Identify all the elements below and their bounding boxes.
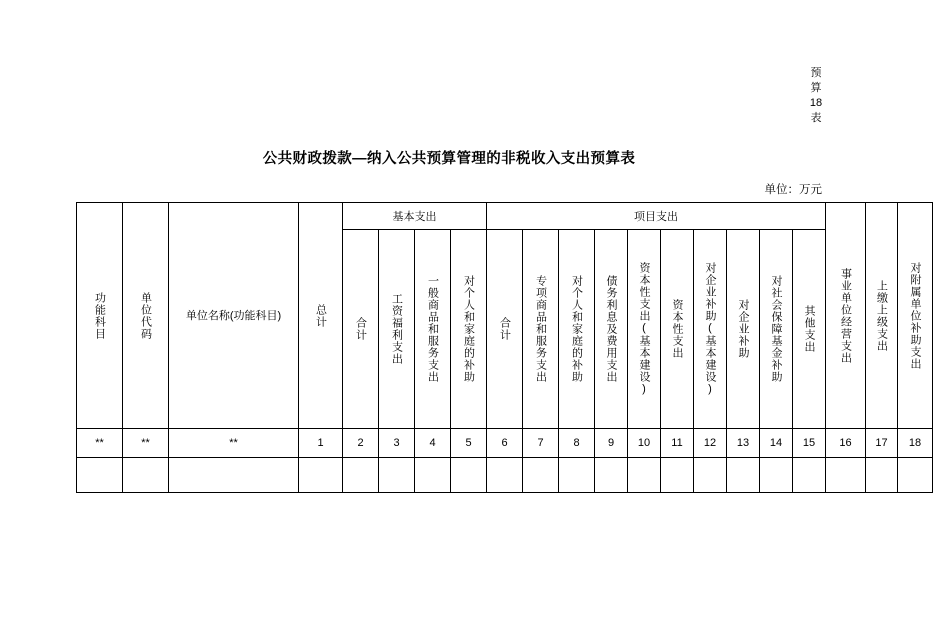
header-group-basic-expenditure: 基本支出 — [343, 203, 487, 230]
cell-blank-18 — [826, 458, 866, 493]
header-cell-enterprise-subsidy: 对企业补助 — [727, 230, 760, 429]
cell-number-13: 11 — [661, 429, 694, 458]
header-cell-capital-expenditure: 资本性支出 — [661, 230, 694, 429]
cell-blank-8 — [487, 458, 523, 493]
cell-blank-16 — [760, 458, 793, 493]
corner-label-char-0: 预 — [810, 67, 822, 79]
cell-number-1: ** — [123, 429, 169, 458]
cell-number-11: 9 — [595, 429, 628, 458]
header-cell-institution-operating: 事业单位经营支出 — [826, 203, 866, 429]
cell-blank-9 — [523, 458, 559, 493]
cell-number-14: 12 — [694, 429, 727, 458]
cell-blank-19 — [866, 458, 898, 493]
header-cell-basic-subtotal: 合计 — [343, 230, 379, 429]
cell-blank-13 — [661, 458, 694, 493]
cell-blank-6 — [415, 458, 451, 493]
table-group-header-row — [77, 203, 933, 230]
header-cell-project-individual-family-subsidy: 对个人和家庭的补助 — [559, 230, 595, 429]
header-cell-capital-expenditure-construction: 资本性支出(基本建设) — [628, 230, 661, 429]
cell-blank-5 — [379, 458, 415, 493]
header-cell-general-goods-services: 一般商品和服务支出 — [415, 230, 451, 429]
header-cell-unit-code: 单位代码 — [123, 203, 169, 429]
cell-blank-15 — [727, 458, 760, 493]
cell-blank-11 — [595, 458, 628, 493]
cell-blank-14 — [694, 458, 727, 493]
header-cell-function-subject: 功能科目 — [77, 203, 123, 429]
cell-number-2: ** — [169, 429, 299, 458]
cell-number-6: 4 — [415, 429, 451, 458]
cell-blank-4 — [343, 458, 379, 493]
header-group-project-expenditure: 项目支出 — [487, 203, 826, 230]
corner-label — [808, 66, 824, 126]
cell-blank-7 — [451, 458, 487, 493]
cell-blank-0 — [77, 458, 123, 493]
cell-number-3: 1 — [299, 429, 343, 458]
cell-number-20: 18 — [898, 429, 933, 458]
cell-blank-12 — [628, 458, 661, 493]
header-cell-enterprise-subsidy-construction: 对企业补助(基本建设) — [694, 230, 727, 429]
cell-number-9: 7 — [523, 429, 559, 458]
cell-blank-17 — [793, 458, 826, 493]
cell-number-8: 6 — [487, 429, 523, 458]
header-cell-social-security-fund-subsidy: 对社会保障基金补助 — [760, 230, 793, 429]
header-cell-project-subtotal: 合计 — [487, 230, 523, 429]
cell-number-15: 13 — [727, 429, 760, 458]
header-cell-basic-individual-family-subsidy: 对个人和家庭的补助 — [451, 230, 487, 429]
corner-label-char-2: 18 — [809, 97, 823, 109]
table-row — [77, 429, 933, 458]
corner-label-char-3: 表 — [810, 112, 822, 124]
cell-number-12: 10 — [628, 429, 661, 458]
header-cell-total: 总计 — [299, 203, 343, 429]
header-cell-special-goods-services: 专项商品和服务支出 — [523, 230, 559, 429]
table-row — [77, 458, 933, 493]
header-cell-debt-interest-fees: 债务利息及费用支出 — [595, 230, 628, 429]
cell-number-17: 15 — [793, 429, 826, 458]
header-cell-remit-superior: 上缴上级支出 — [866, 203, 898, 429]
cell-number-0: ** — [77, 429, 123, 458]
cell-blank-20 — [898, 458, 933, 493]
header-cell-subordinate-subsidy: 对附属单位补助支出 — [898, 203, 933, 429]
budget-table — [76, 202, 933, 493]
cell-blank-3 — [299, 458, 343, 493]
cell-number-4: 2 — [343, 429, 379, 458]
cell-number-19: 17 — [866, 429, 898, 458]
cell-blank-2 — [169, 458, 299, 493]
cell-number-16: 14 — [760, 429, 793, 458]
page-title: 公共财政拨款—纳入公共预算管理的非税收入支出预算表 — [262, 151, 636, 167]
header-cell-unit-name: 单位名称(功能科目) — [169, 203, 299, 429]
corner-label-char-1: 算 — [810, 82, 822, 94]
cell-blank-1 — [123, 458, 169, 493]
header-cell-other-expenditure: 其他支出 — [793, 230, 826, 429]
header-cell-salary-welfare: 工资福利支出 — [379, 230, 415, 429]
unit-note: 单位：万元 — [764, 184, 822, 196]
cell-number-7: 5 — [451, 429, 487, 458]
cell-number-5: 3 — [379, 429, 415, 458]
cell-blank-10 — [559, 458, 595, 493]
cell-number-18: 16 — [826, 429, 866, 458]
cell-number-10: 8 — [559, 429, 595, 458]
